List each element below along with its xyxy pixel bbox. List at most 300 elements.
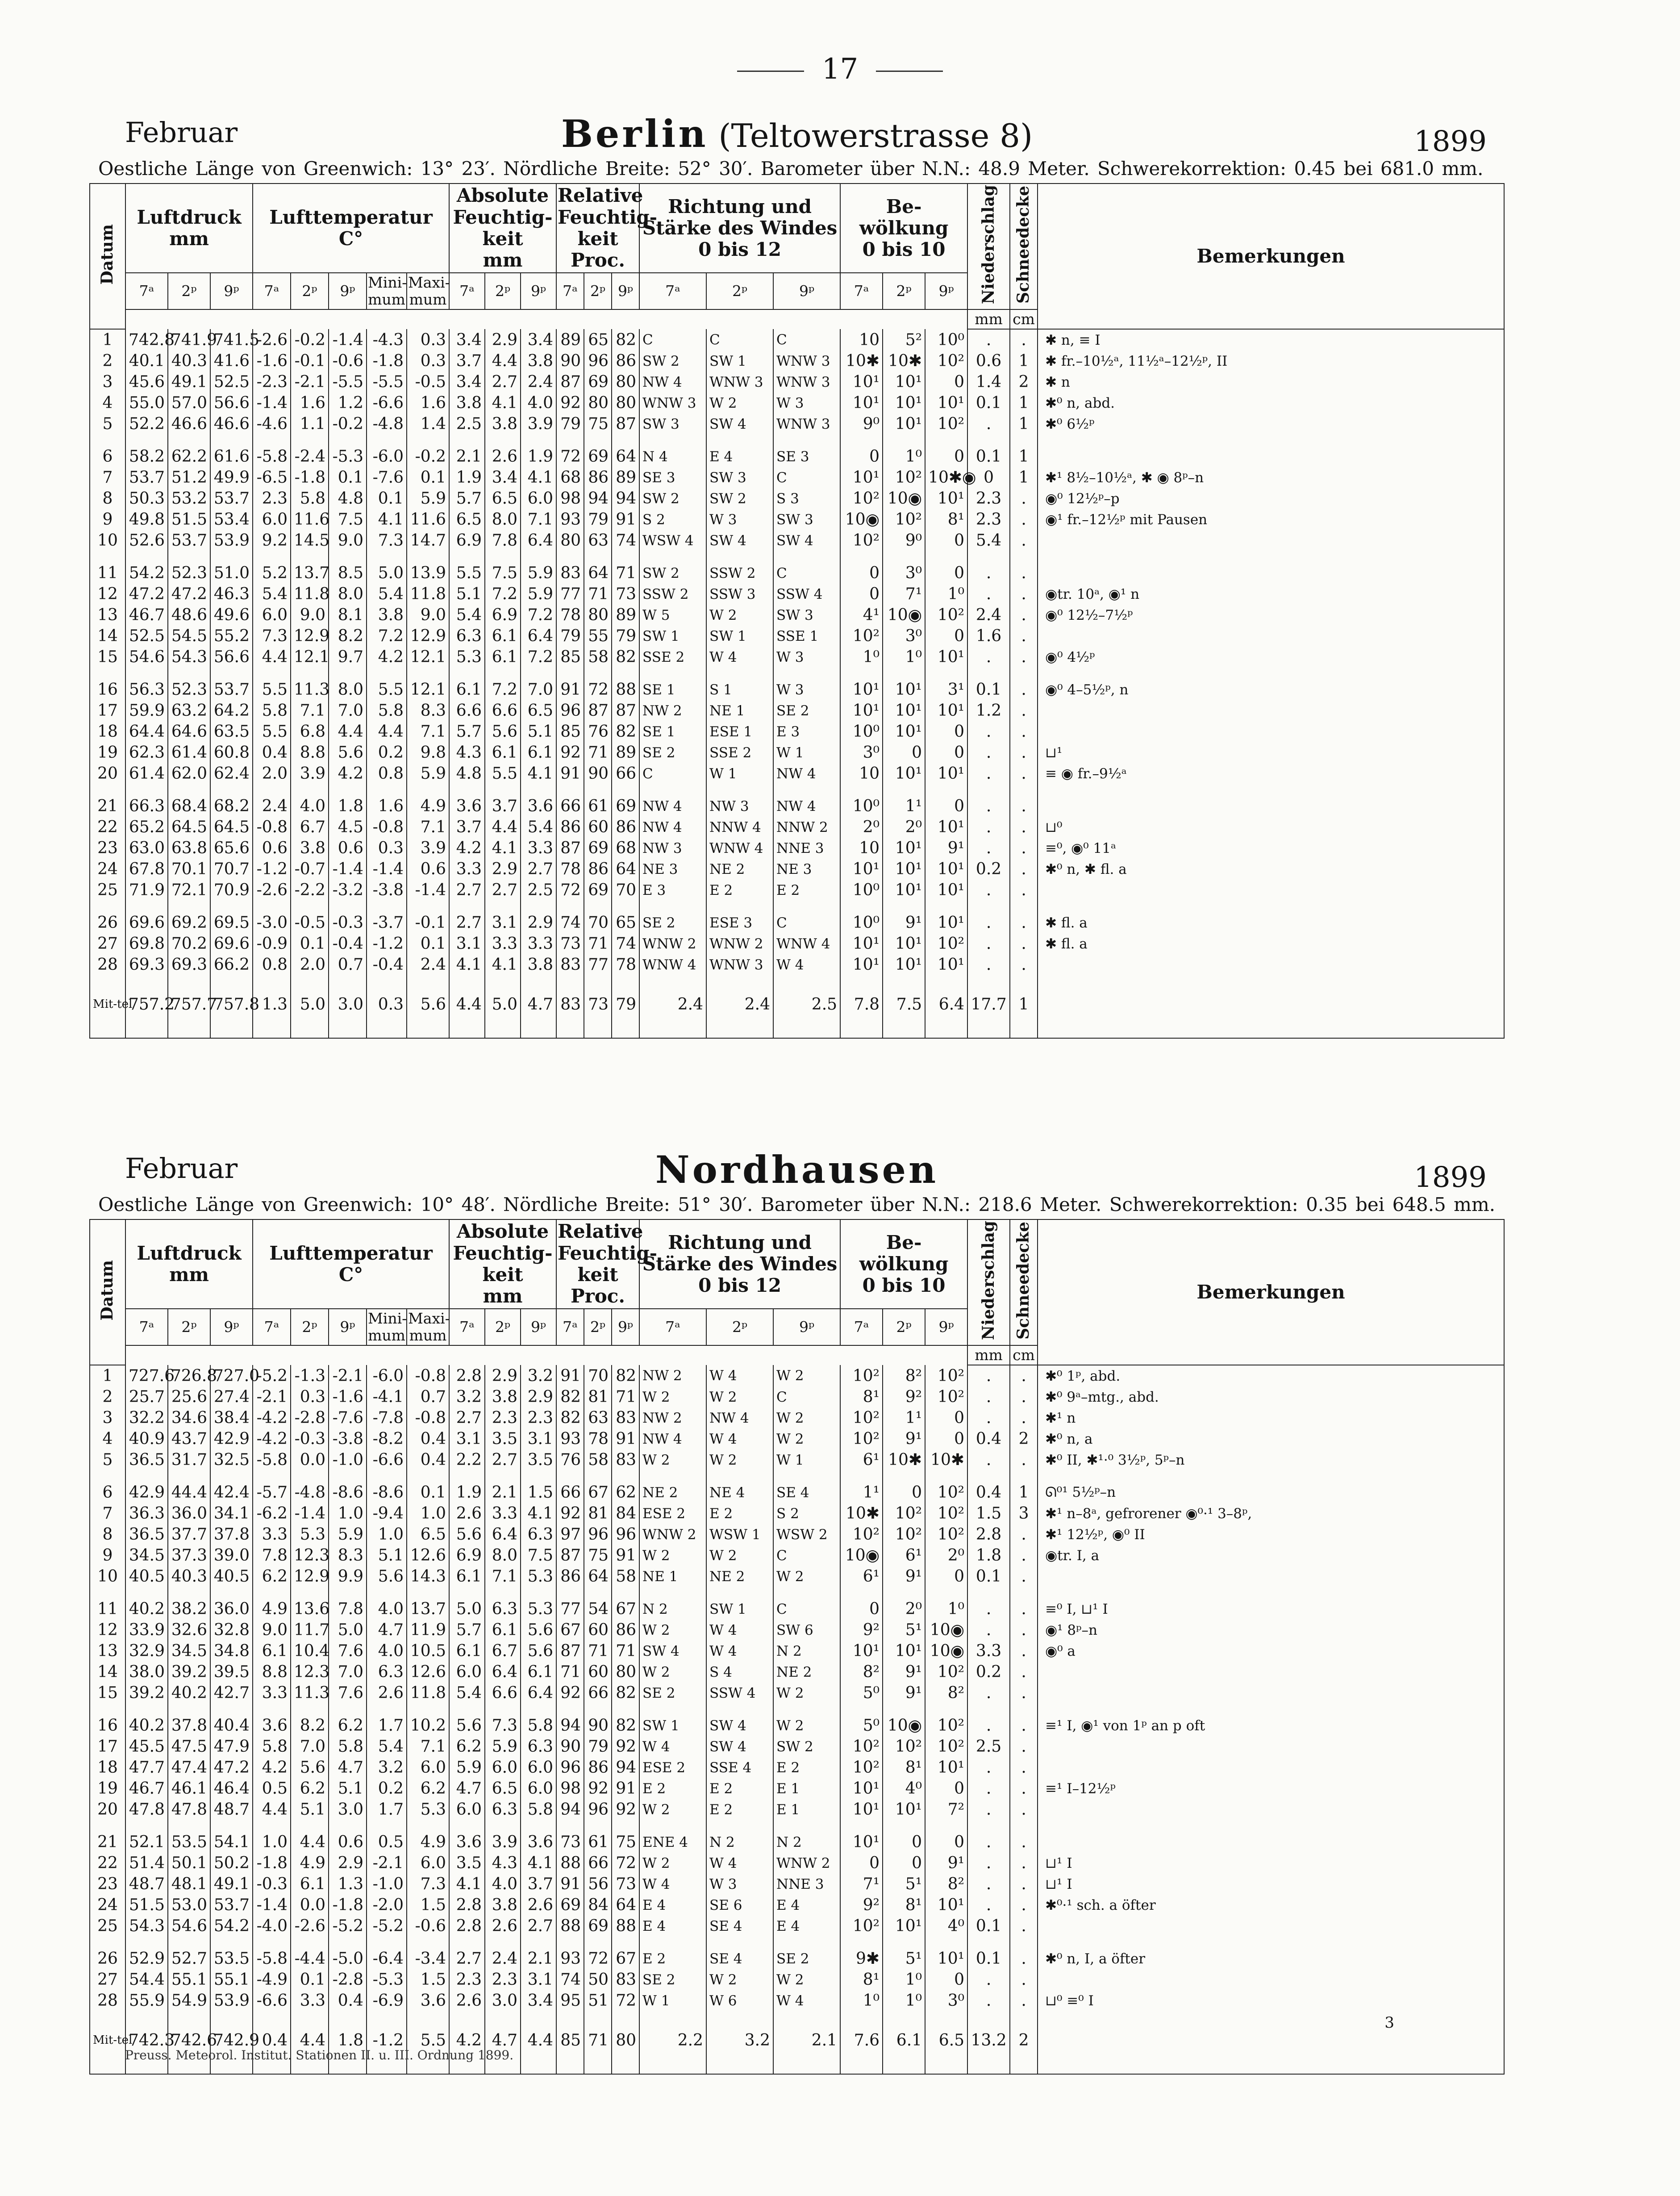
cell-temp-7a: -6.6 <box>253 1990 291 2011</box>
cell-pressure-7a: 727.6 <box>125 1365 168 1386</box>
cell-temp-9p: 5.9 <box>329 1524 367 1545</box>
cell-pressure-9p: 70.7 <box>210 859 253 880</box>
cell-temp-7a: 5.5 <box>253 668 291 700</box>
cell-temp-min: 5.1 <box>367 1545 407 1566</box>
cell-rel-hum-9p: 69 <box>612 784 639 817</box>
cell-wind-2p: W 2 <box>706 1449 773 1470</box>
cell-wind-9p: W 2 <box>773 1407 840 1428</box>
cell-rel-hum-2p: 58 <box>584 1449 612 1470</box>
cell-pressure-7a: 40.5 <box>125 1566 168 1587</box>
cell-temp-min: -7.8 <box>367 1407 407 1428</box>
cell-cloud-9p: 10² <box>925 1386 967 1407</box>
cell-remarks: ✱⁰ n, a <box>1038 1428 1504 1449</box>
cell-pressure-9p: 741.5 <box>210 329 253 351</box>
cell-abs-hum-2p: 4.1 <box>485 954 521 975</box>
cell-pressure-9p: 60.8 <box>210 742 253 763</box>
cell-wind-7a: SE 2 <box>639 742 706 763</box>
cell-rel-hum-9p: 82 <box>612 329 639 351</box>
cell-temp-2p: 1.1 <box>291 413 329 434</box>
cell-pressure-9p: 63.5 <box>210 721 253 742</box>
cell-cloud-7a: 0 <box>840 1587 883 1620</box>
cell-pressure-2p: 47.8 <box>168 1799 210 1820</box>
mean-rel-hum-7a: 83 <box>556 975 584 1038</box>
cell-pressure-9p: 47.9 <box>210 1736 253 1757</box>
cell-temp-9p: -1.0 <box>329 1449 367 1470</box>
cell-rel-hum-7a: 76 <box>556 1449 584 1470</box>
cell-pressure-2p: 52.3 <box>168 551 210 584</box>
cell-pressure-2p: 69.2 <box>168 901 210 933</box>
cell-pressure-2p: 47.5 <box>168 1736 210 1757</box>
cell-rel-hum-7a: 92 <box>556 1503 584 1524</box>
cell-temp-min: -2.0 <box>367 1895 407 1916</box>
cell-wind-9p: C <box>773 467 840 488</box>
cell-rel-hum-2p: 71 <box>584 742 612 763</box>
cell-cloud-9p: 10¹ <box>925 1937 967 1969</box>
cell-rel-hum-7a: 96 <box>556 1757 584 1778</box>
cell-pressure-9p: 53.9 <box>210 530 253 551</box>
cell-wind-9p: W 1 <box>773 742 840 763</box>
cell-precipitation: 0.4 <box>967 1470 1010 1503</box>
cell-temp-2p: 0.0 <box>291 1449 329 1470</box>
cell-temp-min: 0.2 <box>367 1778 407 1799</box>
cell-abs-hum-2p: 6.6 <box>485 1682 521 1703</box>
table-row <box>90 668 1504 700</box>
mean-temp-min: 0.3 <box>367 975 407 1038</box>
cell-rel-hum-2p: 69 <box>584 434 612 467</box>
cell-snow-cover: . <box>1010 1524 1038 1545</box>
cell-cloud-7a: 7¹ <box>840 1874 883 1895</box>
cell-rel-hum-2p: 72 <box>584 668 612 700</box>
cell-cloud-9p: 2⁰ <box>925 1545 967 1566</box>
col-datum: Datum <box>90 1219 125 1365</box>
cell-snow-cover: . <box>1010 605 1038 626</box>
cell-wind-7a: NE 1 <box>639 1566 706 1587</box>
cell-abs-hum-9p: 6.3 <box>521 1524 556 1545</box>
cell-temp-9p: 0.1 <box>329 467 367 488</box>
cell-cloud-9p: 0 <box>925 1428 967 1449</box>
col-schneedecke: Schneedecke <box>1010 1219 1038 1345</box>
cell-day: 4 <box>90 1428 125 1449</box>
cell-pressure-9p: 54.2 <box>210 1916 253 1937</box>
cell-pressure-7a: 52.2 <box>125 413 168 434</box>
cell-cloud-7a: 10¹ <box>840 1641 883 1662</box>
cell-remarks: ✱¹ n–8ᵃ, gefrorener ◉⁰·¹ 3–8ᵖ, <box>1038 1503 1504 1524</box>
table-row <box>90 1703 1504 1736</box>
cell-day: 24 <box>90 1895 125 1916</box>
cell-pressure-9p: 52.5 <box>210 372 253 392</box>
cell-temp-7a: 2.0 <box>253 763 291 784</box>
cell-rel-hum-7a: 91 <box>556 668 584 700</box>
cell-remarks: ≡⁰ I, ⊔¹ I <box>1038 1587 1504 1620</box>
cell-pressure-7a: 47.8 <box>125 1799 168 1820</box>
cell-snow-cover: . <box>1010 488 1038 509</box>
table-row <box>90 742 1504 763</box>
cell-wind-9p: SW 3 <box>773 509 840 530</box>
cell-cloud-7a: 10¹ <box>840 467 883 488</box>
cell-temp-2p: 3.3 <box>291 1990 329 2011</box>
cell-cloud-9p: 10² <box>925 1365 967 1386</box>
cell-rel-hum-7a: 92 <box>556 1682 584 1703</box>
cell-rel-hum-9p: 91 <box>612 1428 639 1449</box>
cell-pressure-7a: 55.0 <box>125 392 168 413</box>
cell-snow-cover: . <box>1010 1916 1038 1937</box>
cell-precipitation: 0.1 <box>967 1566 1010 1587</box>
cell-temp-min: 1.7 <box>367 1703 407 1736</box>
cell-temp-7a: 4.4 <box>253 647 291 668</box>
cell-wind-7a: C <box>639 329 706 351</box>
cell-temp-max: 0.1 <box>407 933 449 954</box>
cell-pressure-7a: 45.5 <box>125 1736 168 1757</box>
cell-rel-hum-9p: 92 <box>612 1799 639 1820</box>
cell-rel-hum-2p: 67 <box>584 1470 612 1503</box>
cell-cloud-2p: 10¹ <box>883 721 925 742</box>
cell-cloud-7a: 5⁰ <box>840 1703 883 1736</box>
cell-wind-2p: W 2 <box>706 605 773 626</box>
cell-wind-9p: W 2 <box>773 1969 840 1990</box>
cell-remarks <box>1038 530 1504 551</box>
mean-abs-hum-2p: 4.7 <box>485 2011 521 2074</box>
cell-pressure-9p: 39.0 <box>210 1545 253 1566</box>
cell-precipitation: . <box>967 838 1010 859</box>
cell-cloud-9p: 3⁰ <box>925 1990 967 2011</box>
cell-pressure-9p: 66.2 <box>210 954 253 975</box>
cell-wind-2p: W 3 <box>706 1874 773 1895</box>
cell-pressure-2p: 61.4 <box>168 742 210 763</box>
cell-snow-cover: . <box>1010 1449 1038 1470</box>
cell-abs-hum-7a: 5.0 <box>449 1587 485 1620</box>
cell-rel-hum-7a: 77 <box>556 584 584 605</box>
col-niederschlag: Niederschlag <box>967 184 1010 309</box>
cell-snow-cover: 1 <box>1010 351 1038 372</box>
cell-precipitation: . <box>967 933 1010 954</box>
cell-temp-7a: -5.8 <box>253 1449 291 1470</box>
cell-abs-hum-2p: 2.7 <box>485 880 521 901</box>
cell-wind-9p: W 2 <box>773 1703 840 1736</box>
cell-rel-hum-2p: 71 <box>584 584 612 605</box>
cell-cloud-9p: 0 <box>925 721 967 742</box>
cell-temp-min: 7.2 <box>367 626 407 647</box>
cell-temp-min: -1.0 <box>367 1874 407 1895</box>
cell-abs-hum-2p: 7.3 <box>485 1703 521 1736</box>
cell-temp-max: 0.7 <box>407 1386 449 1407</box>
col-relative-feuchtigkeit: Relative Feuchtig-keit Proc. <box>556 184 639 273</box>
cell-abs-hum-9p: 3.9 <box>521 413 556 434</box>
cell-temp-max: 3.9 <box>407 838 449 859</box>
cell-wind-9p: W 2 <box>773 1365 840 1386</box>
cell-rel-hum-2p: 56 <box>584 1874 612 1895</box>
cell-remarks: ✱⁰ II, ✱¹·⁰ 3½ᵖ, 5ᵖ–n <box>1038 1449 1504 1470</box>
cell-pressure-2p: 49.1 <box>168 372 210 392</box>
cell-temp-2p: 11.7 <box>291 1620 329 1641</box>
cell-cloud-7a: 10⁰ <box>840 784 883 817</box>
cell-temp-max: 0.3 <box>407 351 449 372</box>
cell-snow-cover: 2 <box>1010 1428 1038 1449</box>
cell-pressure-2p: 57.0 <box>168 392 210 413</box>
cell-wind-2p: NE 1 <box>706 700 773 721</box>
cell-temp-max: 10.2 <box>407 1703 449 1736</box>
station-title <box>89 1148 1505 1192</box>
col-datum: Datum <box>90 184 125 329</box>
cell-temp-max: 5.9 <box>407 488 449 509</box>
cell-cloud-2p: 2⁰ <box>883 817 925 838</box>
cell-cloud-7a: 4¹ <box>840 605 883 626</box>
cell-temp-7a: 4.2 <box>253 1757 291 1778</box>
cell-wind-9p: S 2 <box>773 1503 840 1524</box>
cell-abs-hum-2p: 4.1 <box>485 838 521 859</box>
cell-pressure-7a: 47.7 <box>125 1757 168 1778</box>
cell-abs-hum-2p: 6.1 <box>485 626 521 647</box>
mean-precipitation: 13.2 <box>967 2011 1010 2074</box>
mean-wind-9p: 2.5 <box>773 975 840 1038</box>
cell-temp-9p: -1.4 <box>329 859 367 880</box>
cell-temp-2p: -2.4 <box>291 434 329 467</box>
cell-rel-hum-2p: 50 <box>584 1969 612 1990</box>
cell-temp-min: 3.8 <box>367 605 407 626</box>
cell-pressure-7a: 25.7 <box>125 1386 168 1407</box>
cell-temp-max: 12.6 <box>407 1545 449 1566</box>
cell-pressure-7a: 52.6 <box>125 530 168 551</box>
cell-day: 14 <box>90 626 125 647</box>
mean-pressure-2p: 742.6 <box>168 2011 210 2074</box>
cell-abs-hum-7a: 5.4 <box>449 1682 485 1703</box>
cell-temp-9p: -0.6 <box>329 351 367 372</box>
cell-cloud-2p: 5¹ <box>883 1620 925 1641</box>
cell-cloud-2p: 10¹ <box>883 700 925 721</box>
cell-wind-7a: ESE 2 <box>639 1503 706 1524</box>
cell-wind-7a: NW 2 <box>639 1407 706 1428</box>
cell-pressure-7a: 51.5 <box>125 1895 168 1916</box>
cell-cloud-7a: 10² <box>840 1428 883 1449</box>
cell-temp-2p: -0.5 <box>291 901 329 933</box>
cell-pressure-9p: 62.4 <box>210 763 253 784</box>
col-niederschlag: Niederschlag <box>967 1219 1010 1345</box>
cell-cloud-9p: 0 <box>925 742 967 763</box>
cell-rel-hum-2p: 60 <box>584 1662 612 1682</box>
cell-temp-9p: 8.2 <box>329 626 367 647</box>
cell-abs-hum-2p: 6.1 <box>485 1620 521 1641</box>
cell-rel-hum-7a: 72 <box>556 880 584 901</box>
cell-pressure-7a: 54.6 <box>125 647 168 668</box>
cell-day: 6 <box>90 1470 125 1503</box>
subhead-unit-cm: cm <box>1010 1345 1038 1365</box>
cell-pressure-7a: 53.7 <box>125 467 168 488</box>
cell-precipitation: . <box>967 1990 1010 2011</box>
cell-pressure-2p: 31.7 <box>168 1449 210 1470</box>
subhead-maximum: Maxi-mum <box>407 273 449 309</box>
cell-wind-9p: C <box>773 551 840 584</box>
cell-pressure-2p: 64.6 <box>168 721 210 742</box>
cell-day: 12 <box>90 584 125 605</box>
cell-temp-2p: 9.0 <box>291 605 329 626</box>
cell-remarks <box>1038 880 1504 901</box>
cell-abs-hum-7a: 5.3 <box>449 647 485 668</box>
cell-cloud-9p: 0 <box>925 1969 967 1990</box>
cell-wind-7a: WNW 2 <box>639 1524 706 1545</box>
cell-cloud-9p: 10✱ <box>925 1449 967 1470</box>
cell-temp-max: 8.3 <box>407 700 449 721</box>
cell-cloud-7a: 10◉ <box>840 1545 883 1566</box>
cell-remarks <box>1038 721 1504 742</box>
cell-cloud-2p: 10² <box>883 509 925 530</box>
cell-pressure-9p: 53.9 <box>210 1990 253 2011</box>
cell-abs-hum-2p: 8.0 <box>485 509 521 530</box>
cell-abs-hum-2p: 2.3 <box>485 1407 521 1428</box>
cell-pressure-9p: 46.6 <box>210 413 253 434</box>
cell-cloud-9p: 1⁰ <box>925 1587 967 1620</box>
cell-rel-hum-9p: 96 <box>612 1524 639 1545</box>
cell-cloud-2p: 0 <box>883 1853 925 1874</box>
col-absolute-feuchtigkeit: Absolute Feuchtig-keit mm <box>449 184 556 273</box>
cell-remarks: ✱⁰ 6½ᵖ <box>1038 413 1504 434</box>
cell-pressure-7a: 67.8 <box>125 859 168 880</box>
cell-temp-7a: 2.4 <box>253 784 291 817</box>
cell-wind-9p: W 2 <box>773 1428 840 1449</box>
cell-pressure-2p: 40.3 <box>168 351 210 372</box>
cell-day: 9 <box>90 509 125 530</box>
cell-pressure-9p: 41.6 <box>210 351 253 372</box>
cell-temp-2p: -0.3 <box>291 1428 329 1449</box>
cell-abs-hum-7a: 6.0 <box>449 1799 485 1820</box>
cell-temp-max: 6.0 <box>407 1853 449 1874</box>
cell-day: 2 <box>90 1386 125 1407</box>
cell-cloud-2p: 10² <box>883 467 925 488</box>
cell-abs-hum-7a: 5.7 <box>449 1620 485 1641</box>
cell-abs-hum-9p: 2.5 <box>521 880 556 901</box>
cell-rel-hum-9p: 82 <box>612 1682 639 1703</box>
cell-wind-2p: C <box>706 329 773 351</box>
cell-cloud-2p: 9¹ <box>883 1682 925 1703</box>
mean-cloud-7a: 7.6 <box>840 2011 883 2074</box>
table-row <box>90 1916 1504 1937</box>
table-row <box>90 584 1504 605</box>
cell-temp-min: 5.4 <box>367 584 407 605</box>
cell-abs-hum-7a: 3.1 <box>449 933 485 954</box>
cell-wind-2p: E 2 <box>706 880 773 901</box>
cell-temp-max: 12.1 <box>407 647 449 668</box>
cell-abs-hum-9p: 5.9 <box>521 551 556 584</box>
cell-temp-max: 11.9 <box>407 1620 449 1641</box>
cell-temp-7a: -5.8 <box>253 434 291 467</box>
cell-temp-9p: 9.7 <box>329 647 367 668</box>
cell-cloud-9p: 0 <box>925 372 967 392</box>
cell-cloud-9p: 0 <box>925 1566 967 1587</box>
cell-wind-9p: E 3 <box>773 721 840 742</box>
cell-abs-hum-2p: 7.2 <box>485 668 521 700</box>
cell-precipitation: 0.1 <box>967 1916 1010 1937</box>
mean-abs-hum-9p: 4.7 <box>521 975 556 1038</box>
cell-snow-cover: . <box>1010 551 1038 584</box>
cell-cloud-2p: 10¹ <box>883 413 925 434</box>
cell-abs-hum-9p: 2.4 <box>521 372 556 392</box>
cell-temp-min: 2.6 <box>367 1682 407 1703</box>
cell-rel-hum-9p: 67 <box>612 1937 639 1969</box>
cell-cloud-2p: 2⁰ <box>883 1587 925 1620</box>
cell-abs-hum-2p: 6.1 <box>485 742 521 763</box>
col-luftdruck: Luftdruck mm <box>125 184 253 273</box>
cell-rel-hum-9p: 67 <box>612 1587 639 1620</box>
cell-wind-9p: C <box>773 901 840 933</box>
cell-pressure-9p: 46.3 <box>210 584 253 605</box>
cell-pressure-2p: 46.6 <box>168 413 210 434</box>
cell-cloud-9p: 0 <box>925 551 967 584</box>
table-row <box>90 838 1504 859</box>
cell-snow-cover: . <box>1010 1587 1038 1620</box>
cell-rel-hum-2p: 66 <box>584 1682 612 1703</box>
cell-temp-9p: -2.1 <box>329 1365 367 1386</box>
cell-pressure-7a: 63.0 <box>125 838 168 859</box>
cell-temp-9p: -5.5 <box>329 372 367 392</box>
cell-temp-max: -0.6 <box>407 1916 449 1937</box>
cell-abs-hum-9p: 3.6 <box>521 1820 556 1853</box>
cell-pressure-2p: 53.7 <box>168 530 210 551</box>
cell-pressure-7a: 71.9 <box>125 880 168 901</box>
cell-cloud-7a: 10² <box>840 1407 883 1428</box>
cell-temp-7a: -2.3 <box>253 372 291 392</box>
cell-day: 7 <box>90 467 125 488</box>
cell-abs-hum-7a: 6.5 <box>449 509 485 530</box>
cell-remarks: ≡⁰, ◉⁰ 11ᵃ <box>1038 838 1504 859</box>
cell-rel-hum-7a: 89 <box>556 329 584 351</box>
cell-pressure-9p: 51.0 <box>210 551 253 584</box>
cell-cloud-9p: 10¹ <box>925 488 967 509</box>
cell-abs-hum-2p: 6.5 <box>485 488 521 509</box>
cell-abs-hum-2p: 7.8 <box>485 530 521 551</box>
cell-pressure-2p: 68.4 <box>168 784 210 817</box>
cell-cloud-7a: 10✱ <box>840 351 883 372</box>
cell-day: 13 <box>90 605 125 626</box>
cell-pressure-2p: 51.2 <box>168 467 210 488</box>
cell-cloud-9p: 10² <box>925 1736 967 1757</box>
cell-abs-hum-7a: 5.1 <box>449 584 485 605</box>
cell-cloud-7a: 9² <box>840 1620 883 1641</box>
col-luftdruck: Luftdruck mm <box>125 1219 253 1309</box>
cell-pressure-2p: 40.3 <box>168 1566 210 1587</box>
cell-temp-9p: -0.4 <box>329 933 367 954</box>
cell-abs-hum-2p: 2.9 <box>485 859 521 880</box>
cell-pressure-7a: 742.8 <box>125 329 168 351</box>
cell-temp-max: 1.5 <box>407 1895 449 1916</box>
cell-temp-2p: 12.9 <box>291 626 329 647</box>
cell-precipitation: . <box>967 1969 1010 1990</box>
table-row <box>90 1778 1504 1799</box>
cell-temp-min: 4.4 <box>367 721 407 742</box>
cell-temp-7a: -6.5 <box>253 467 291 488</box>
cell-abs-hum-9p: 6.5 <box>521 700 556 721</box>
cell-rel-hum-9p: 88 <box>612 668 639 700</box>
cell-snow-cover: . <box>1010 1407 1038 1428</box>
cell-temp-min: -8.6 <box>367 1470 407 1503</box>
cell-snow-cover: . <box>1010 509 1038 530</box>
cell-abs-hum-7a: 3.5 <box>449 1853 485 1874</box>
cell-temp-min: -6.9 <box>367 1990 407 2011</box>
cell-abs-hum-9p: 2.6 <box>521 1895 556 1916</box>
cell-rel-hum-7a: 85 <box>556 647 584 668</box>
cell-pressure-2p: 47.4 <box>168 1757 210 1778</box>
cell-cloud-9p: 10¹ <box>925 392 967 413</box>
cell-abs-hum-7a: 6.1 <box>449 1641 485 1662</box>
cell-abs-hum-2p: 3.8 <box>485 1386 521 1407</box>
cell-remarks: ◉⁰ a <box>1038 1641 1504 1662</box>
cell-abs-hum-9p: 3.3 <box>521 838 556 859</box>
cell-temp-max: 10.5 <box>407 1641 449 1662</box>
cell-abs-hum-7a: 6.6 <box>449 700 485 721</box>
mean-temp-7a: 0.4 <box>253 2011 291 2074</box>
cell-wind-7a: E 2 <box>639 1937 706 1969</box>
cell-cloud-7a: 1⁰ <box>840 1990 883 2011</box>
cell-temp-min: -1.8 <box>367 351 407 372</box>
cell-temp-7a: 6.1 <box>253 1641 291 1662</box>
col-wind: Richtung und Stärke des Windes 0 bis 12 <box>639 1219 840 1309</box>
